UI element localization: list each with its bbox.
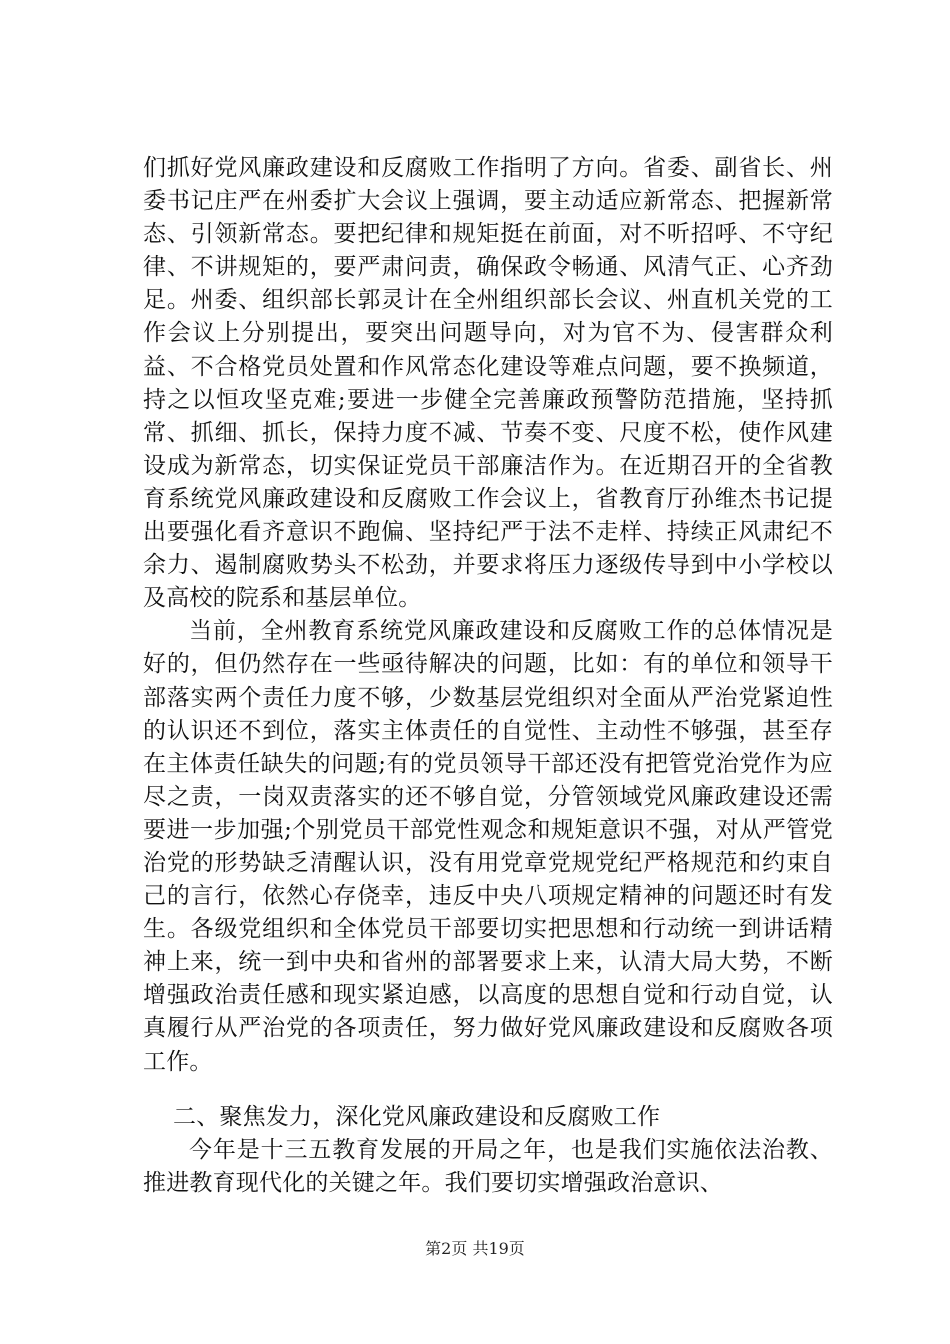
section-paragraph: 今年是十三五教育发展的开局之年，也是我们实施依法治教、推进教育现代化的关键之年。我们要切实增强政治意识、 bbox=[143, 1136, 833, 1196]
section-heading: 二、聚焦发力，深化党风廉政建设和反腐败工作 bbox=[173, 1103, 661, 1130]
page-number-footer: 第2页 共19页 bbox=[425, 1239, 525, 1258]
document-body bbox=[143, 152, 833, 1200]
body-paragraph-2: 当前，全州教育系统党风廉政建设和反腐败工作的总体情况是好的，但仍然存在一些亟待解决的问题，比如：有的单位和领导干部落实两个责任力度不够，少数基层党组织对全面从严治党紧迫性的认识还不到位，落实主体责任的自觉性、主动性不够强，甚至存在主体责任缺失的问题;有的党员领导干部还没有把管党治党作为应尽之责，一岗双责落实的还不够自觉，分管领域党风廉政建设还需要进一步加强;个别党员干部党性观念和规矩意识不强，对从严管党治党的形势缺乏清醒认识，没有用党章党规党纪严格规范和约束自己的言行，依然心存侥幸，违反中央八项规定精神的问题还时有发生。各级党组织和全体党员干部要切实把思想和行动统一到讲话精神上来，统一到中央和省州的部署要求上来，认清大局大势，不断增强政治责任感和现实紧迫感，以高度的思想自觉和行动自觉，认真履行从严治党的各项责任，努力做好党风廉政建设和反腐败各项工作。 bbox=[143, 618, 833, 1075]
body-paragraph-1: 们抓好党风廉政建设和反腐败工作指明了方向。省委、副省长、州委书记庄严在州委扩大会议上强调，要主动适应新常态、把握新常态、引领新常态。要把纪律和规矩挺在前面，对不听招呼、不守纪律、不讲规矩的，要严肃问责，确保政令畅通、风清气正、心齐劲足。州委、组织部长郭灵计在全州组织部长会议、州直机关党的工作会议上分别提出，要突出问题导向，对为官不为、侵害群众利益、不合格党员处置和作风常态化建设等难点问题，要不换频道，持之以恒攻坚克难;要进一步健全完善廉政预警防范措施，坚持抓常、抓细、抓长，保持力度不减、节奏不变、尺度不松，使作风建设成为新常态，切实保证党员干部廉洁作为。在近期召开的全省教育系统党风廉政建设和反腐败工作会议上，省教育厅孙维杰书记提出要强化看齐意识不跑偏、坚持纪严于法不走样、持续正风肃纪不余力、遏制腐败势头不松劲，并要求将压力逐级传导到中小学校以及高校的院系和基层单位。 bbox=[143, 155, 833, 612]
